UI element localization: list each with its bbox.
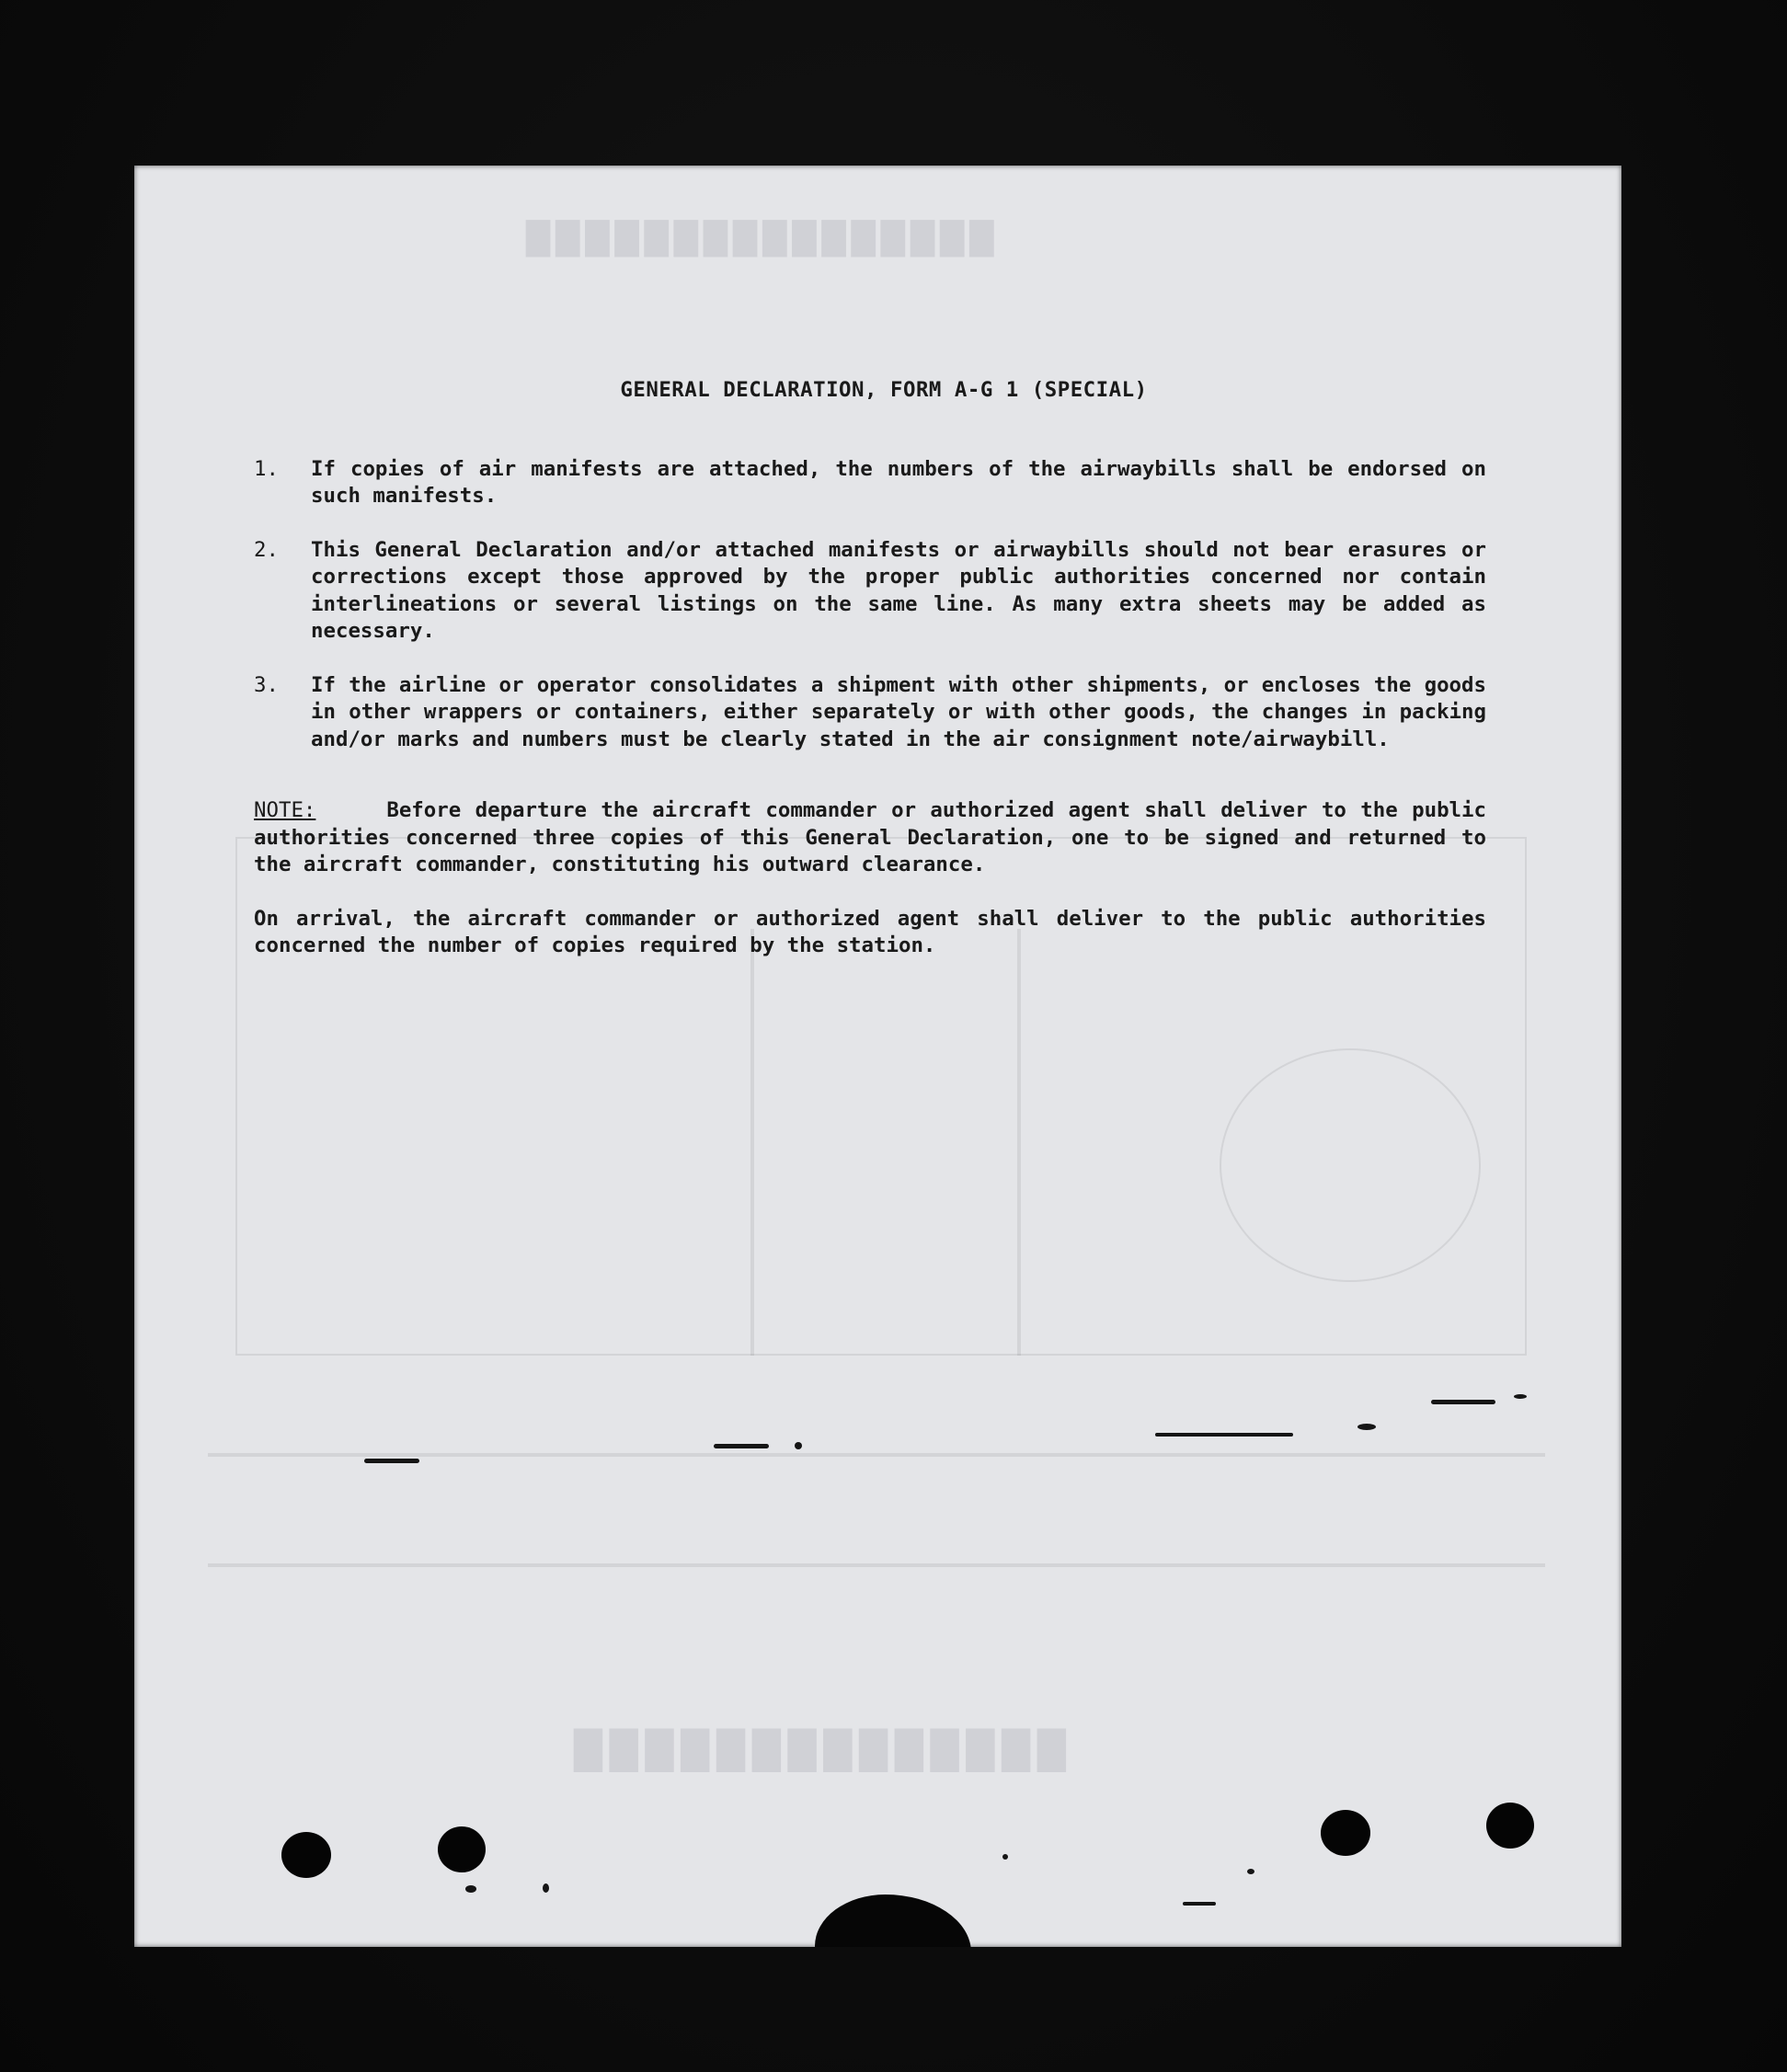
speck (543, 1883, 549, 1893)
speck (1514, 1394, 1527, 1399)
note-label: NOTE: (254, 798, 316, 822)
speck (1155, 1433, 1293, 1437)
speck (1247, 1869, 1254, 1874)
speck (1183, 1902, 1216, 1906)
bleed-through-heading-bottom: ██████████████ (567, 1729, 1066, 1772)
instruction-number: 1. (254, 456, 279, 481)
bleed-through-rule-2 (208, 1563, 1545, 1567)
note-paragraph (254, 797, 1486, 879)
instruction-text: This General Declaration and/or attached manifests or airwaybills should not bear erasures or corrections except those approved by the proper public authorities concerned nor contain interlineations or several listings on the same line. As many extra sheets may be added as necessary. (311, 537, 1486, 643)
instruction-text: If copies of air manifests are attached, the numbers of the airwaybills shall be endorsed on such manifests. (311, 456, 1486, 508)
bleed-through-stamp (1220, 1048, 1481, 1282)
torn-edge (815, 1895, 971, 1947)
bleed-through-heading: ████████████████ (521, 221, 994, 258)
speck (795, 1442, 802, 1449)
note-text: Before departure the aircraft commander or authorized agent shall deliver to the public authorities concerned three copies of this General Declaration, one to be signed and returned to the aircraft commander, constituting his outward clearance. (254, 798, 1486, 876)
speck (1357, 1424, 1376, 1430)
speck (1002, 1854, 1008, 1860)
arrival-paragraph: On arrival, the aircraft commander or authorized agent shall deliver to the public authorities concerned the number of copies required by the station. (254, 906, 1486, 957)
instruction-number: 3. (254, 672, 279, 697)
speck (465, 1885, 476, 1893)
bleed-through-column-2 (1017, 929, 1021, 1356)
document-page (134, 166, 1621, 1947)
punch-hole (281, 1832, 331, 1878)
instruction-item-2 (254, 537, 1486, 646)
speck (714, 1444, 769, 1448)
instruction-text: If the airline or operator consolidates a shipment with other shipments, or encloses the goods in other wrappers or containers, either separately or with other goods, the changes in packing and/or marks and numbers must be clearly stated in the air consignment note/airwaybill. (311, 672, 1486, 751)
instruction-item-1 (254, 456, 1486, 510)
punch-hole (1321, 1810, 1370, 1856)
bleed-through-rule-1 (208, 1453, 1545, 1457)
speck (1431, 1400, 1495, 1404)
instruction-item-3 (254, 672, 1486, 754)
punch-hole (1486, 1803, 1534, 1849)
document-title: GENERAL DECLARATION, FORM A-G 1 (SPECIAL) (620, 378, 1148, 402)
speck (364, 1459, 419, 1463)
bleed-through-column-1 (750, 929, 754, 1356)
punch-hole (438, 1826, 486, 1872)
instruction-number: 2. (254, 537, 279, 562)
document-body (254, 377, 1486, 960)
